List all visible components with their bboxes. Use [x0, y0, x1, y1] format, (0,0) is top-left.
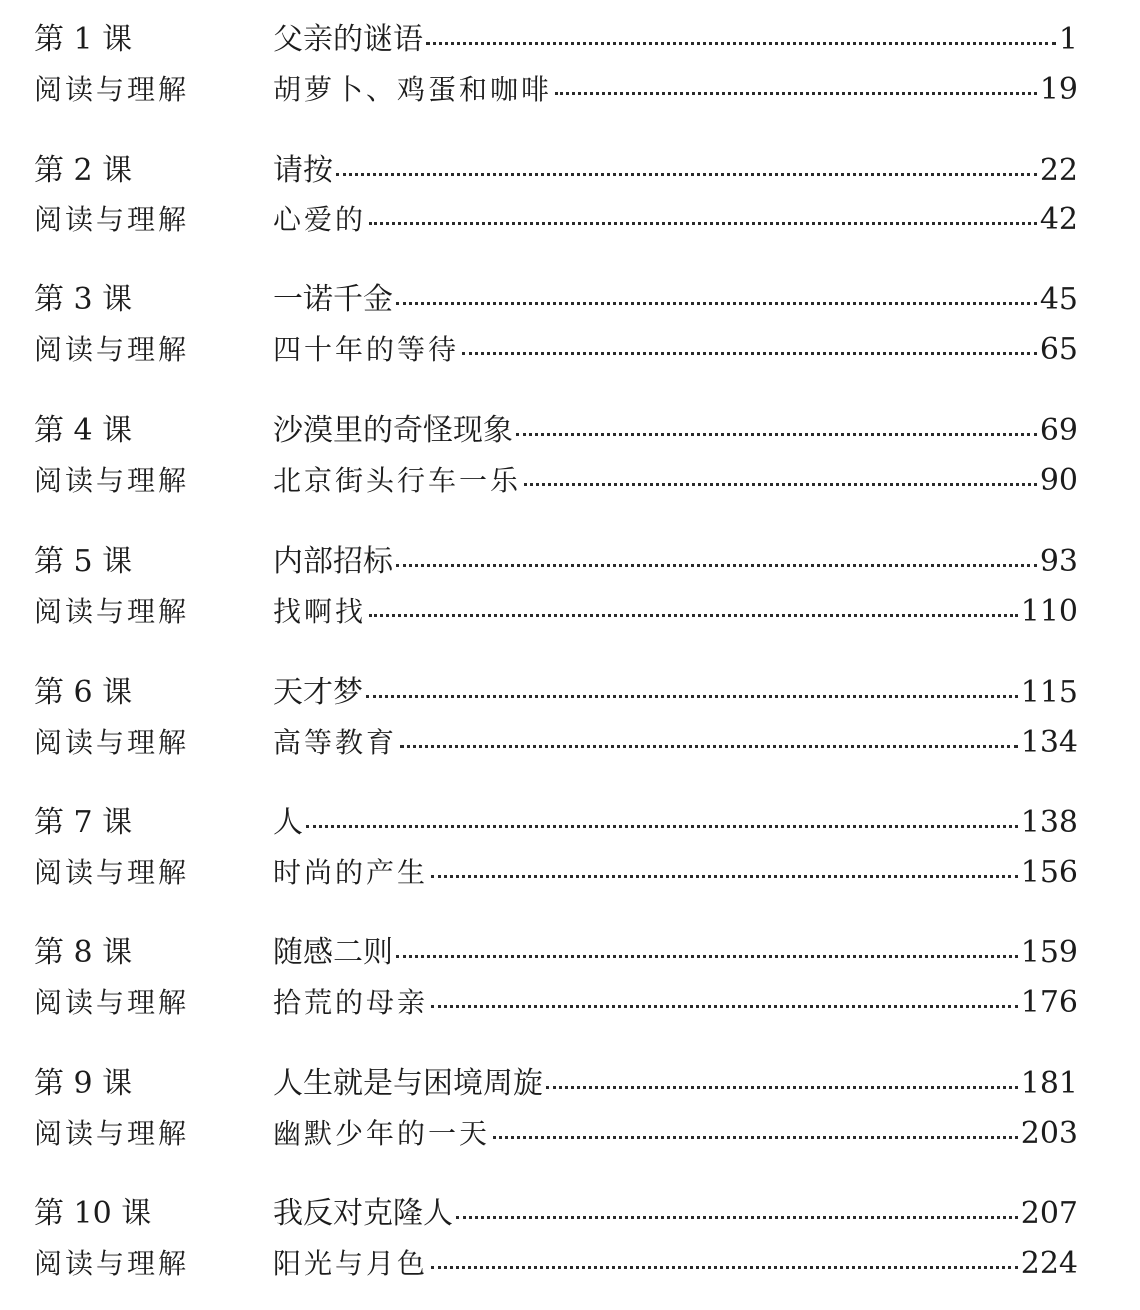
dot-leader [306, 825, 1018, 828]
dot-leader [336, 173, 1037, 176]
dot-leader [369, 614, 1018, 617]
reading-title: 幽默少年的一天 [273, 1117, 491, 1150]
lesson-number: 第 9 课 [34, 1066, 133, 1101]
lesson-title: 沙漠里的奇怪现象 [273, 413, 513, 448]
reading-label: 阅读与理解 [34, 726, 190, 759]
toc-entry [273, 539, 1078, 585]
toc-row-reading[interactable] [0, 720, 1140, 766]
toc-row-lesson[interactable] [0, 930, 1140, 976]
dot-leader [462, 352, 1037, 355]
lesson-number: 第 1 课 [34, 22, 133, 57]
reading-title: 北京街头行车一乐 [273, 464, 522, 497]
toc-entry [273, 850, 1078, 896]
lesson-title: 人生就是与困境周旋 [273, 1066, 543, 1101]
dot-leader [524, 483, 1037, 486]
reading-label: 阅读与理解 [34, 595, 190, 628]
lesson-number: 第 2 课 [34, 153, 133, 188]
lesson-title: 随感二则 [273, 935, 393, 970]
toc-row-reading[interactable] [0, 67, 1140, 113]
toc-row-reading[interactable] [0, 458, 1140, 504]
toc-entry [273, 589, 1078, 635]
page-number: 134 [1020, 725, 1078, 760]
dot-leader [431, 875, 1018, 878]
toc-entry [273, 17, 1078, 63]
reading-title: 找啊找 [273, 595, 367, 628]
page-number: 45 [1039, 282, 1078, 317]
lesson-number: 第 10 课 [34, 1196, 152, 1231]
lesson-number: 第 8 课 [34, 935, 133, 970]
page-number: 181 [1020, 1066, 1078, 1101]
page-number: 138 [1020, 805, 1078, 840]
lesson-number: 第 3 课 [34, 282, 133, 317]
page-number: 159 [1020, 935, 1078, 970]
page-number: 110 [1020, 594, 1078, 629]
toc-row-reading[interactable] [0, 1111, 1140, 1157]
page-number: 90 [1039, 463, 1078, 498]
dot-leader [369, 222, 1037, 225]
dot-leader [431, 1266, 1018, 1269]
reading-title: 四十年的等待 [273, 333, 460, 366]
toc-entry [273, 980, 1078, 1026]
toc-entry [273, 458, 1078, 504]
reading-title: 阳光与月色 [273, 1247, 429, 1280]
page-number: 19 [1039, 72, 1078, 107]
dot-leader [396, 302, 1037, 305]
toc-row-lesson[interactable] [0, 1191, 1140, 1237]
lesson-title: 请按 [273, 153, 333, 188]
toc-row-reading[interactable] [0, 327, 1140, 373]
toc-entry [273, 327, 1078, 373]
dot-leader [516, 433, 1037, 436]
toc-row-lesson[interactable] [0, 1061, 1140, 1107]
page-number: 176 [1020, 985, 1078, 1020]
page-number: 207 [1020, 1196, 1078, 1231]
toc-row-lesson[interactable] [0, 670, 1140, 716]
toc-row-reading[interactable] [0, 589, 1140, 635]
reading-label: 阅读与理解 [34, 333, 190, 366]
reading-label: 阅读与理解 [34, 464, 190, 497]
lesson-title: 天才梦 [273, 675, 363, 710]
lesson-number: 第 7 课 [34, 805, 133, 840]
toc-row-lesson[interactable] [0, 539, 1140, 585]
reading-title: 时尚的产生 [273, 856, 429, 889]
toc-entry [273, 1191, 1078, 1237]
toc-row-reading[interactable] [0, 1241, 1140, 1287]
toc-row-lesson[interactable] [0, 17, 1140, 63]
toc-row-lesson[interactable] [0, 800, 1140, 846]
dot-leader [493, 1136, 1018, 1139]
reading-title: 高等教育 [273, 726, 398, 759]
toc-row-reading[interactable] [0, 850, 1140, 896]
page-number: 203 [1020, 1116, 1078, 1151]
lesson-number: 第 5 课 [34, 544, 133, 579]
toc-entry [273, 1061, 1078, 1107]
page-number: 22 [1039, 153, 1078, 188]
reading-title: 心爱的 [273, 203, 367, 236]
dot-leader [431, 1005, 1018, 1008]
reading-title: 拾荒的母亲 [273, 986, 429, 1019]
page-number: 69 [1039, 413, 1078, 448]
dot-leader [426, 42, 1056, 45]
page-number: 156 [1020, 855, 1078, 890]
lesson-title: 内部招标 [273, 544, 393, 579]
dot-leader [546, 1086, 1018, 1089]
reading-label: 阅读与理解 [34, 1117, 190, 1150]
toc-entry [273, 670, 1078, 716]
toc-entry [273, 930, 1078, 976]
dot-leader [456, 1216, 1018, 1219]
page-number: 1 [1058, 22, 1078, 57]
lesson-title: 父亲的谜语 [273, 22, 423, 57]
toc-entry [273, 277, 1078, 323]
toc-row-lesson[interactable] [0, 277, 1140, 323]
reading-title: 胡萝卜、鸡蛋和咖啡 [273, 73, 553, 106]
dot-leader [366, 695, 1018, 698]
page-number: 65 [1039, 332, 1078, 367]
toc-entry [273, 800, 1078, 846]
toc-entry [273, 148, 1078, 194]
lesson-title: 我反对克隆人 [273, 1196, 453, 1231]
reading-label: 阅读与理解 [34, 73, 190, 106]
page-number: 42 [1039, 202, 1078, 237]
reading-label: 阅读与理解 [34, 203, 190, 236]
toc-entry [273, 67, 1078, 113]
toc-entry [273, 408, 1078, 454]
toc-row-reading[interactable] [0, 980, 1140, 1026]
toc-entry [273, 1241, 1078, 1287]
dot-leader [396, 955, 1018, 958]
toc-entry [273, 1111, 1078, 1157]
lesson-title: 人 [273, 805, 303, 840]
toc-entry [273, 720, 1078, 766]
page-number: 224 [1020, 1246, 1078, 1281]
page-number: 93 [1039, 544, 1078, 579]
toc-row-lesson[interactable] [0, 148, 1140, 194]
lesson-number: 第 6 课 [34, 675, 133, 710]
dot-leader [400, 745, 1018, 748]
toc-row-lesson[interactable] [0, 408, 1140, 454]
lesson-number: 第 4 课 [34, 413, 133, 448]
dot-leader [396, 564, 1037, 567]
reading-label: 阅读与理解 [34, 1247, 190, 1280]
lesson-title: 一诺千金 [273, 282, 393, 317]
dot-leader [555, 92, 1037, 95]
reading-label: 阅读与理解 [34, 856, 190, 889]
page-number: 115 [1020, 675, 1078, 710]
reading-label: 阅读与理解 [34, 986, 190, 1019]
toc-entry [273, 197, 1078, 243]
toc-row-reading[interactable] [0, 197, 1140, 243]
